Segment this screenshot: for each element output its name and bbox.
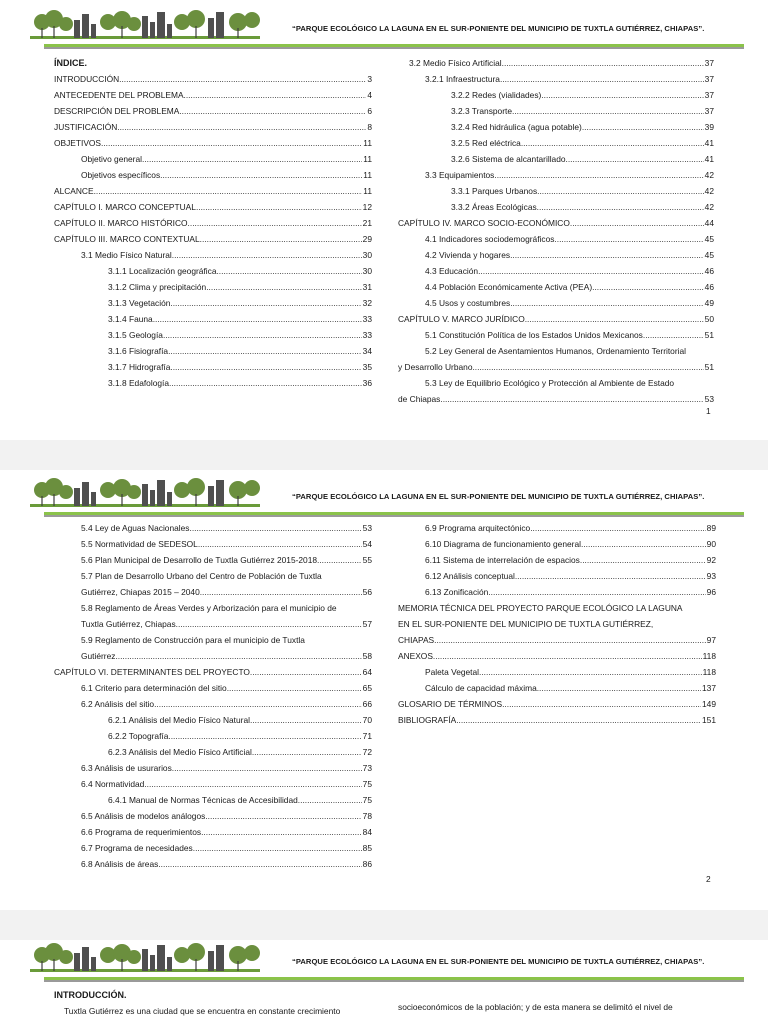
- toc-entry-line[interactable]: EN EL SUR-PONIENTE DEL MUNICIPIO DE TUXTLA GUTIÉRREZ,: [398, 619, 654, 629]
- toc-entry[interactable]: BIBLIOGRAFÍA ..... 151: [398, 713, 716, 727]
- toc-entry[interactable]: 3.3 Equipamientos ..... 42: [425, 168, 714, 182]
- toc-entry[interactable]: 3.2.2 Redes (vialidades) ..... 37: [451, 88, 714, 102]
- toc-entry[interactable]: 3.1 Medio Físico Natural ..... 30: [81, 248, 372, 262]
- toc-entry[interactable]: Gutiérrez, Chiapas 2015 – 2040 ..... 56: [81, 585, 372, 599]
- toc-entry[interactable]: 6.5 Análisis de modelos análogos ..... 78: [81, 809, 372, 823]
- toc-entry[interactable]: CHIAPAS ..... 97: [398, 633, 716, 647]
- toc-entry[interactable]: CAPÍTULO I. MARCO CONCEPTUAL ..... 12: [54, 200, 372, 214]
- header-banner-icon: [30, 478, 290, 512]
- toc-entry[interactable]: Cálculo de capacidad máxima ..... 137: [425, 681, 716, 695]
- toc-entry[interactable]: CAPÍTULO II. MARCO HISTÓRICO ..... 21: [54, 216, 372, 230]
- toc-entry[interactable]: 6.4 Normatividad ..... 75: [81, 777, 372, 791]
- toc-entry[interactable]: GLOSARIO DE TÉRMINOS ..... 149: [398, 697, 716, 711]
- toc-entry[interactable]: 3.2.6 Sistema de alcantarillado ..... 41: [451, 152, 714, 166]
- toc-entry[interactable]: 6.11 Sistema de interrelación de espacios ..... 92: [425, 553, 716, 567]
- toc-entry[interactable]: 5.4 Ley de Aguas Nacionales ..... 53: [81, 521, 372, 535]
- toc-entry[interactable]: Objetivos específicos ..... 11: [81, 168, 372, 182]
- header-title: “PARQUE ECOLÓGICO LA LAGUNA EN EL SUR-PONIENTE DEL MUNICIPIO DE TUXTLA GUTIÉRREZ, CHIAPAS”.: [292, 24, 705, 33]
- toc-entry[interactable]: 4.5 Usos y costumbres ..... 49: [425, 296, 714, 310]
- toc-entry[interactable]: 6.12 Análisis conceptual ..... 93: [425, 569, 716, 583]
- toc-entry[interactable]: 6.2.2 Topografía ..... 71: [108, 729, 372, 743]
- page-number: 1: [706, 406, 711, 416]
- toc-entry[interactable]: 3.1.1 Localización geográfica ..... 30: [108, 264, 372, 278]
- toc-entry[interactable]: Paleta Vegetal ..... 118: [425, 665, 716, 679]
- page-2: [0, 470, 768, 910]
- toc-entry[interactable]: 3.1.6 Fisiografía ..... 34: [108, 344, 372, 358]
- toc-entry-line[interactable]: 5.7 Plan de Desarrollo Urbano del Centro de Población de Tuxtla: [81, 571, 322, 581]
- toc-entry-line[interactable]: 5.2 Ley General de Asentamientos Humanos, Ordenamiento Territorial: [425, 346, 687, 356]
- toc-entry[interactable]: 3.2.1 Infraestructura ..... 37: [425, 72, 714, 86]
- toc-entry[interactable]: 3.3.2 Áreas Ecológicas ..... 42: [451, 200, 714, 214]
- toc-entry[interactable]: 5.6 Plan Municipal de Desarrollo de Tuxtla Gutiérrez 2015-2018 ..... 55: [81, 553, 372, 567]
- header-banner-icon: [30, 10, 290, 44]
- header-rule: [44, 512, 744, 517]
- toc-entry[interactable]: 3.1.4 Fauna ..... 33: [108, 312, 372, 326]
- toc-entry[interactable]: CAPÍTULO VI. DETERMINANTES DEL PROYECTO ..... 64: [54, 665, 372, 679]
- toc-entry[interactable]: JUSTIFICACIÓN ..... 8: [54, 120, 372, 134]
- page-gap: [0, 910, 768, 940]
- toc-entry[interactable]: 3.3.1 Parques Urbanos ..... 42: [451, 184, 714, 198]
- page-gap: [0, 440, 768, 470]
- toc-entry[interactable]: 6.1 Criterio para determinación del sitio ..... 65: [81, 681, 372, 695]
- page-1: [0, 0, 768, 440]
- toc-entry-line[interactable]: MEMORIA TÉCNICA DEL PROYECTO PARQUE ECOLÓGICO LA LAGUNA: [398, 603, 683, 613]
- toc-entry[interactable]: 5.5 Normatividad de SEDESOL ..... 54: [81, 537, 372, 551]
- toc-entry[interactable]: 3.1.2 Clima y precipitación ..... 31: [108, 280, 372, 294]
- toc-entry[interactable]: 6.9 Programa arquitectónico ..... 89: [425, 521, 716, 535]
- page-header: [30, 943, 744, 981]
- toc-entry[interactable]: 3.2 Medio Físico Artificial ..... 37: [409, 56, 714, 70]
- toc-entry[interactable]: 3.2.3 Transporte ..... 37: [451, 104, 714, 118]
- toc-entry[interactable]: 6.7 Programa de necesidades ..... 85: [81, 841, 372, 855]
- toc-entry[interactable]: ANTECEDENTE DEL PROBLEMA ..... 4: [54, 88, 372, 102]
- header-rule: [44, 44, 744, 49]
- body-text-right: socioeconómicos de la población; y de esta manera se delimitó el nivel de: [398, 1002, 673, 1012]
- header-banner-icon: [30, 943, 290, 977]
- toc-entry[interactable]: ANEXOS ..... 118: [398, 649, 716, 663]
- header-rule: [44, 977, 744, 982]
- toc-entry[interactable]: ALCANCE ..... 11: [54, 184, 372, 198]
- toc-entry[interactable]: 4.1 Indicadores sociodemográficos ..... 45: [425, 232, 714, 246]
- toc-entry[interactable]: 3.2.5 Red eléctrica ..... 41: [451, 136, 714, 150]
- introduction-heading: INTRODUCCIÓN.: [54, 990, 127, 1000]
- toc-entry[interactable]: CAPÍTULO III. MARCO CONTEXTUAL ..... 29: [54, 232, 372, 246]
- header-title: “PARQUE ECOLÓGICO LA LAGUNA EN EL SUR-PONIENTE DEL MUNICIPIO DE TUXTLA GUTIÉRREZ, CHIAPAS”.: [292, 492, 705, 501]
- toc-entry[interactable]: 6.6 Programa de requerimientos ..... 84: [81, 825, 372, 839]
- toc-entry-line[interactable]: 5.3 Ley de Equilibrio Ecológico y Protección al Ambiente de Estado: [425, 378, 675, 388]
- header-title: “PARQUE ECOLÓGICO LA LAGUNA EN EL SUR-PONIENTE DEL MUNICIPIO DE TUXTLA GUTIÉRREZ, CHIAPAS”.: [292, 957, 705, 966]
- toc-entry[interactable]: y Desarrollo Urbano ..... 51: [398, 360, 714, 374]
- toc-entry[interactable]: 6.2.3 Análisis del Medio Físico Artificial ..... 72: [108, 745, 372, 759]
- toc-entry[interactable]: 5.1 Constitución Política de los Estados Unidos Mexicanos ..... 51: [425, 328, 714, 342]
- toc-entry[interactable]: Gutiérrez ..... 58: [81, 649, 372, 663]
- toc-entry[interactable]: Tuxtla Gutiérrez, Chiapas ..... 57: [81, 617, 372, 631]
- toc-entry[interactable]: 3.1.3 Vegetación ..... 32: [108, 296, 372, 310]
- toc-entry[interactable]: OBJETIVOS ..... 11: [54, 136, 372, 150]
- page-header: [30, 478, 744, 516]
- toc-entry[interactable]: 6.8 Análisis de áreas ..... 86: [81, 857, 372, 871]
- toc-entry[interactable]: INTRODUCCIÓN ..... 3: [54, 72, 372, 86]
- index-heading: ÍNDICE.: [54, 58, 88, 68]
- toc-entry[interactable]: 4.2 Vivienda y hogares ..... 45: [425, 248, 714, 262]
- toc-entry[interactable]: 4.3 Educación ..... 46: [425, 264, 714, 278]
- toc-entry[interactable]: 6.3 Análisis de usurarios ..... 73: [81, 761, 372, 775]
- toc-entry-line[interactable]: 5.8 Reglamento de Áreas Verdes y Arborización para el municipio de: [81, 603, 337, 613]
- toc-entry[interactable]: 6.13 Zonificación ..... 96: [425, 585, 716, 599]
- toc-entry[interactable]: 3.1.5 Geología ..... 33: [108, 328, 372, 342]
- toc-entry[interactable]: 4.4 Población Económicamente Activa (PEA) ..... 46: [425, 280, 714, 294]
- page-number: 2: [706, 874, 711, 884]
- toc-entry[interactable]: CAPÍTULO V. MARCO JURÍDICO ..... 50: [398, 312, 714, 326]
- toc-entry[interactable]: de Chiapas ..... 53: [398, 392, 714, 406]
- toc-entry[interactable]: 3.2.4 Red hidráulica (agua potable) ..... 39: [451, 120, 714, 134]
- toc-entry[interactable]: 6.4.1 Manual de Normas Técnicas de Accesibilidad ..... 75: [108, 793, 372, 807]
- toc-entry[interactable]: 6.2.1 Análisis del Medio Físico Natural ..... 70: [108, 713, 372, 727]
- toc-entry-line[interactable]: 5.9 Reglamento de Construcción para el municipio de Tuxtla: [81, 635, 305, 645]
- page-header: [30, 10, 744, 48]
- toc-entry[interactable]: 3.1.8 Edafología ..... 36: [108, 376, 372, 390]
- toc-entry[interactable]: CAPÍTULO IV. MARCO SOCIO-ECONÓMICO ..... 44: [398, 216, 714, 230]
- toc-entry[interactable]: 6.2 Análisis del sitio ..... 66: [81, 697, 372, 711]
- toc-entry[interactable]: 6.10 Diagrama de funcionamiento general ..... 90: [425, 537, 716, 551]
- toc-entry[interactable]: 3.1.7 Hidrografía ..... 35: [108, 360, 372, 374]
- body-text-left: Tuxtla Gutiérrez es una ciudad que se encuentra en constante crecimiento: [64, 1006, 341, 1016]
- toc-entry[interactable]: DESCRIPCIÓN DEL PROBLEMA ..... 6: [54, 104, 372, 118]
- toc-entry[interactable]: Objetivo general ..... 11: [81, 152, 372, 166]
